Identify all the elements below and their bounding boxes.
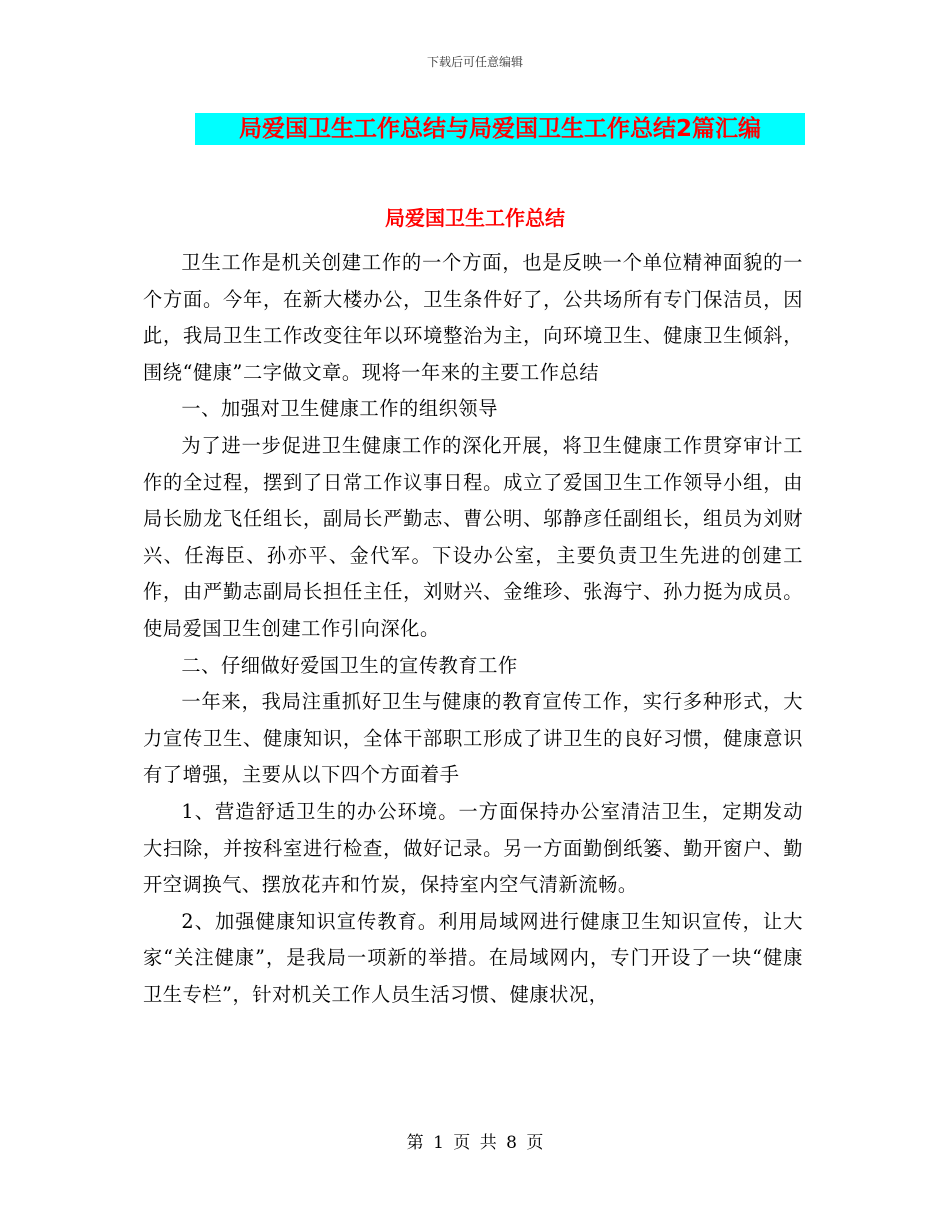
section-title: 局爱国卫生工作总结 (385, 206, 565, 230)
main-title-highlight (195, 113, 805, 145)
heading-one: 一、加强对卫生健康工作的组织领导 (181, 397, 498, 421)
paragraph-organization: 为了进一步促进卫生健康工作的深化开展，将卫生健康工作贯穿审计工作的全过程，摆到了日常工作议事日程。成立了爱国卫生工作领导小组，由局长励龙飞任组长，副局长严勤志、曹公明、邬静彦任副组长，组员为刘财兴、任海臣、孙亦平、金代军。下设办公室，主要负责卫生先进的创建工作，由严勤志副局长担任主任，刘财兴、金维珍、张海宁、孙力挺为成员。使局爱国卫生创建工作引向深化。 (143, 433, 803, 640)
document-body (143, 245, 803, 1013)
paragraph-item-one: 1、营造舒适卫生的办公环境。一方面保持办公室清洁卫生，定期发动大扫除，并按科室进行检查，做好记录。另一方面勤倒纸篓、勤开窗户、勤开空调换气、摆放花卉和竹炭，保持室内空气清新流畅。 (143, 799, 803, 897)
paragraph-item-two: 2、加强健康知识宣传教育。利用局域网进行健康卫生知识宣传，让大家“关注健康”，是我局一项新的举措。在局域网内，专门开设了一块“健康卫生专栏”，针对机关工作人员生活习惯、健康状况， (143, 909, 803, 1006)
header-note: 下载后可任意编辑 (426, 55, 523, 69)
page-footer: 第 1 页 共 8 页 (406, 1133, 544, 1153)
heading-two: 二、仔细做好爱国卫生的宣传教育工作 (181, 653, 518, 677)
paragraph-education: 一年来，我局注重抓好卫生与健康的教育宣传工作，实行多种形式，大力宣传卫生、健康知识，全体干部职工形成了讲卫生的良好习惯，健康意识有了增强，主要从以下四个方面着手 (143, 690, 803, 787)
main-title: 局爱国卫生工作总结与局爱国卫生工作总结2篇汇编 (238, 116, 761, 142)
paragraph-intro: 卫生工作是机关创建工作的一个方面，也是反映一个单位精神面貌的一个方面。今年，在新大楼办公，卫生条件好了，公共场所有专门保洁员，因此，我局卫生工作改变往年以环境整治为主，向环境卫生、健康卫生倾斜，围绕“健康”二字做文章。现将一年来的主要工作总结 (143, 251, 803, 384)
